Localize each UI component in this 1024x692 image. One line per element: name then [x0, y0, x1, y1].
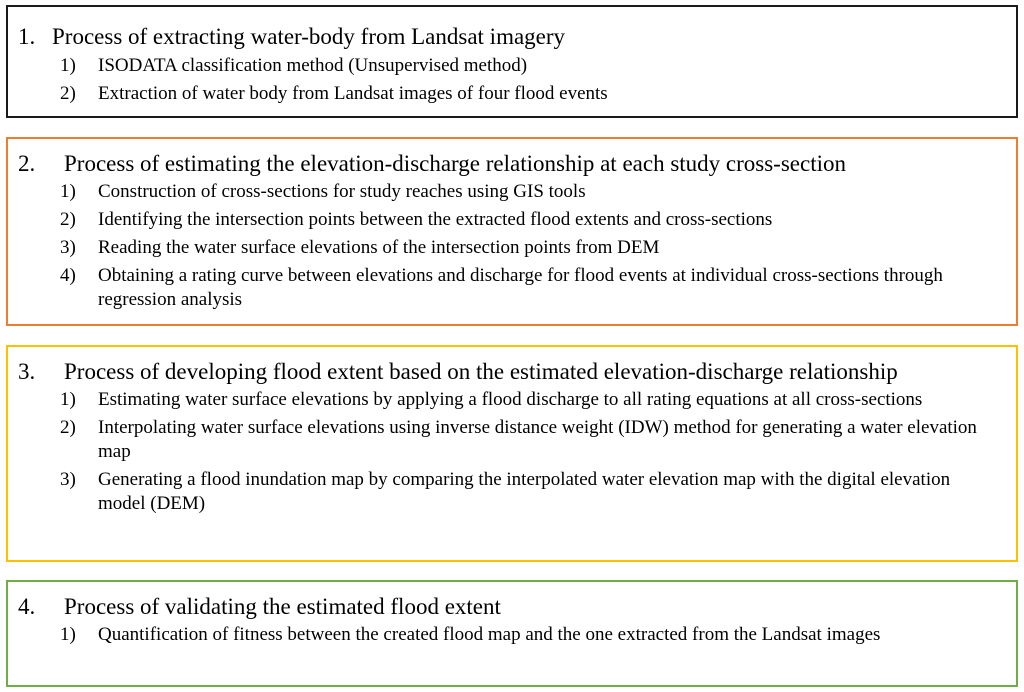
section-number-4: 4. [18, 594, 36, 619]
section-heading-4 [18, 593, 501, 621]
list-item [60, 623, 1002, 647]
item-number: 1) [60, 181, 76, 202]
item-text: Quantification of fitness between the created flood map and the one extracted from the Landsat images [98, 624, 881, 645]
list-item [60, 416, 1002, 464]
section-number-1: 1. [18, 24, 36, 49]
section-heading-2 [18, 150, 846, 178]
section-number-2: 2. [18, 151, 36, 176]
item-number: 1) [60, 624, 76, 645]
item-text: Interpolating water surface elevations using inverse distance weight (IDW) method for generating a water elevation map [98, 417, 977, 462]
item-number: 2) [60, 83, 76, 104]
section-title-1: Process of extracting water-body from Landsat imagery [52, 24, 566, 49]
list-item [60, 388, 1002, 412]
item-number: 1) [60, 55, 76, 76]
item-text: Reading the water surface elevations of the intersection points from DEM [98, 237, 660, 258]
list-item [60, 264, 1002, 312]
list-item [60, 468, 1002, 516]
item-text: Construction of cross-sections for study reaches using GIS tools [98, 181, 586, 202]
item-number: 3) [60, 237, 76, 258]
item-text: Obtaining a rating curve between elevations and discharge for flood events at individual cross-sections through regression analysis [98, 265, 943, 310]
section-title-3: Process of developing flood extent based on the estimated elevation-discharge relationship [64, 359, 898, 384]
item-text: ISODATA classification method (Unsupervised method) [98, 55, 528, 76]
section-title-2: Process of estimating the elevation-discharge relationship at each study cross-section [64, 151, 846, 176]
section-items-3 [60, 388, 1002, 520]
section-box-2 [6, 137, 1018, 326]
section-number-3: 3. [18, 359, 36, 384]
list-item [60, 180, 1002, 204]
section-title-4: Process of validating the estimated flood extent [64, 594, 501, 619]
section-box-4 [6, 580, 1018, 687]
section-items-2 [60, 180, 1002, 316]
list-item [60, 54, 1002, 78]
section-box-3 [6, 345, 1018, 562]
section-heading-1 [18, 23, 565, 51]
item-number: 2) [60, 417, 76, 438]
item-number: 3) [60, 469, 76, 490]
section-items-1 [60, 54, 1002, 110]
list-item [60, 82, 1002, 106]
item-number: 2) [60, 209, 76, 230]
list-item [60, 208, 1002, 232]
item-number: 1) [60, 389, 76, 410]
item-text: Identifying the intersection points between the extracted flood extents and cross-sections [98, 209, 773, 230]
item-text: Estimating water surface elevations by applying a flood discharge to all rating equations at all cross-sections [98, 389, 923, 410]
item-text: Extraction of water body from Landsat images of four flood events [98, 83, 608, 104]
item-text: Generating a flood inundation map by comparing the interpolated water elevation map with the digital elevation model (DEM) [98, 469, 951, 514]
section-items-4 [60, 623, 1002, 651]
item-number: 4) [60, 265, 76, 286]
section-heading-3 [18, 358, 898, 386]
section-box-1 [6, 5, 1018, 118]
list-item [60, 236, 1002, 260]
